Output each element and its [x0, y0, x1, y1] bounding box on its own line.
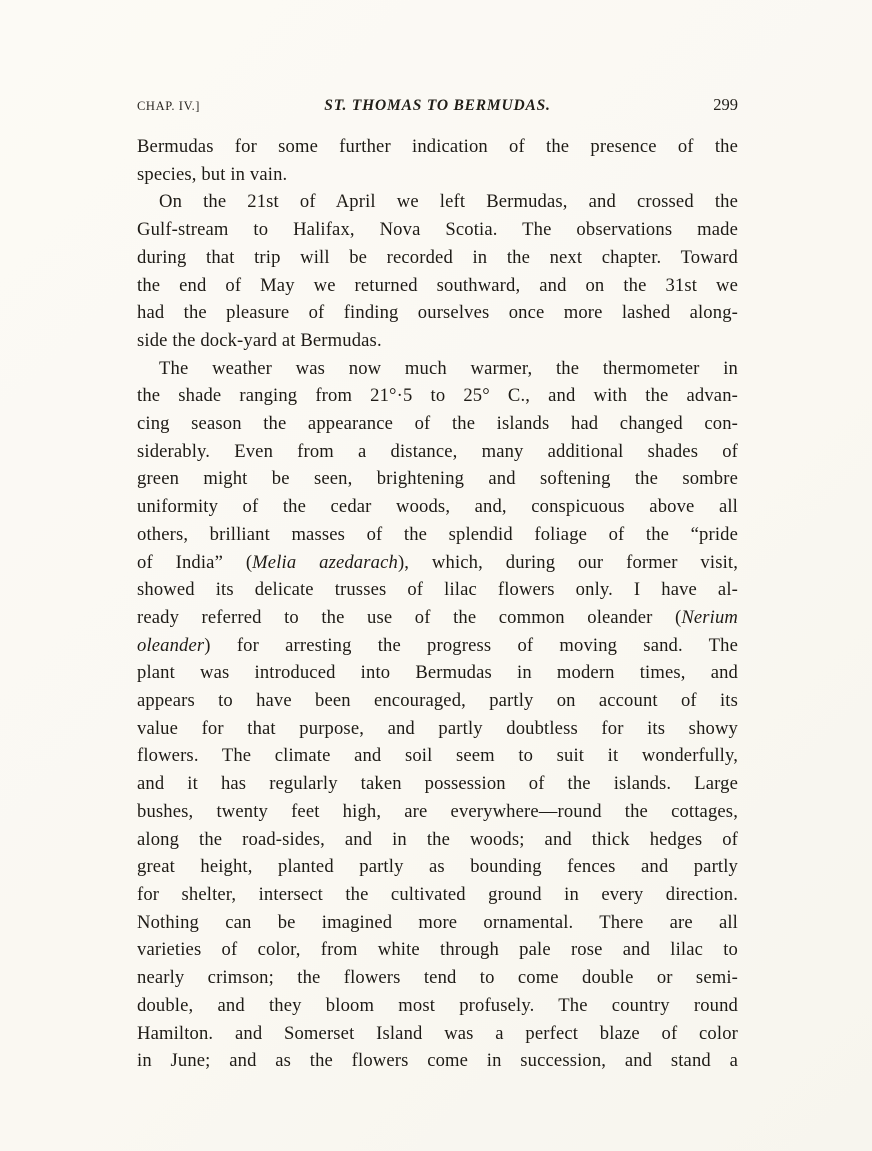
text-line: Hamilton. and Somerset Island was a perfect blaze of color [137, 1022, 738, 1044]
text-line: value for that purpose, and partly doubtless for its showy [137, 717, 738, 739]
running-head [137, 95, 738, 115]
page-content [137, 95, 738, 1075]
text-line: showed its delicate trusses of lilac flowers only. I have al- [137, 579, 738, 601]
text-line: On the 21st of April we left Bermudas, and crossed the [159, 191, 738, 213]
text-line: of India” (Melia azedarach), which, during our former visit, [137, 551, 739, 573]
text-line: bushes, twenty feet high, are everywhere—round the cottages, [137, 800, 738, 822]
text-line: in June; and as the flowers come in succession, and stand a [137, 1050, 738, 1072]
text-line: the shade ranging from 21°·5 to 25° C., and with the advan- [137, 385, 738, 407]
page-number: 299 [713, 95, 738, 114]
text-line: appears to have been encouraged, partly on account of its [137, 690, 738, 712]
text-line: The weather was now much warmer, the thermometer in [159, 357, 738, 379]
text-line: had the pleasure of finding ourselves once more lashed along- [137, 302, 738, 324]
text-line: and it has regularly taken possession of the islands. Large [137, 773, 738, 795]
text-line: siderably. Even from a distance, many additional shades of [137, 440, 738, 462]
text-line: green might be seen, brightening and softening the sombre [137, 468, 738, 490]
text-line: uniformity of the cedar woods, and, conspicuous above all [137, 496, 738, 518]
text-line: nearly crimson; the flowers tend to come double or semi- [137, 967, 738, 989]
text-line: great height, planted partly as bounding fences and partly [137, 856, 738, 878]
text-line: during that trip will be recorded in the next chapter. Toward [137, 246, 738, 268]
page-body [137, 133, 738, 1075]
running-title: ST. THOMAS TO BERMUDAS. [324, 97, 551, 114]
text-line: the end of May we returned southward, and on the 31st we [137, 274, 738, 296]
text-line: plant was introduced into Bermudas in modern times, and [137, 662, 738, 684]
chapter-label: CHAP. IV.] [137, 99, 201, 113]
text-line: double, and they bloom most profusely. The country round [137, 994, 738, 1016]
text-line: cing season the appearance of the islands had changed con- [137, 413, 738, 435]
text-line: for shelter, intersect the cultivated ground in every direction. [137, 883, 738, 905]
text-line: side the dock-yard at Bermudas. [137, 329, 382, 351]
text-line: Gulf-stream to Halifax, Nova Scotia. The observations made [137, 219, 738, 241]
text-line: species, but in vain. [137, 163, 288, 185]
text-line: ready referred to the use of the common oleander (Nerium [137, 606, 738, 628]
text-line: Nothing can be imagined more ornamental. There are all [137, 911, 738, 933]
text-line: varieties of color, from white through pale rose and lilac to [137, 939, 738, 961]
text-line: others, brilliant masses of the splendid foliage of the “pride [137, 523, 738, 545]
text-line: flowers. The climate and soil seem to suit it wonderfully, [137, 745, 738, 767]
text-line: along the road-sides, and in the woods; and thick hedges of [137, 828, 738, 850]
text-line: Bermudas for some further indication of the presence of the [137, 136, 738, 157]
text-line: oleander) for arresting the progress of moving sand. The [137, 634, 738, 656]
